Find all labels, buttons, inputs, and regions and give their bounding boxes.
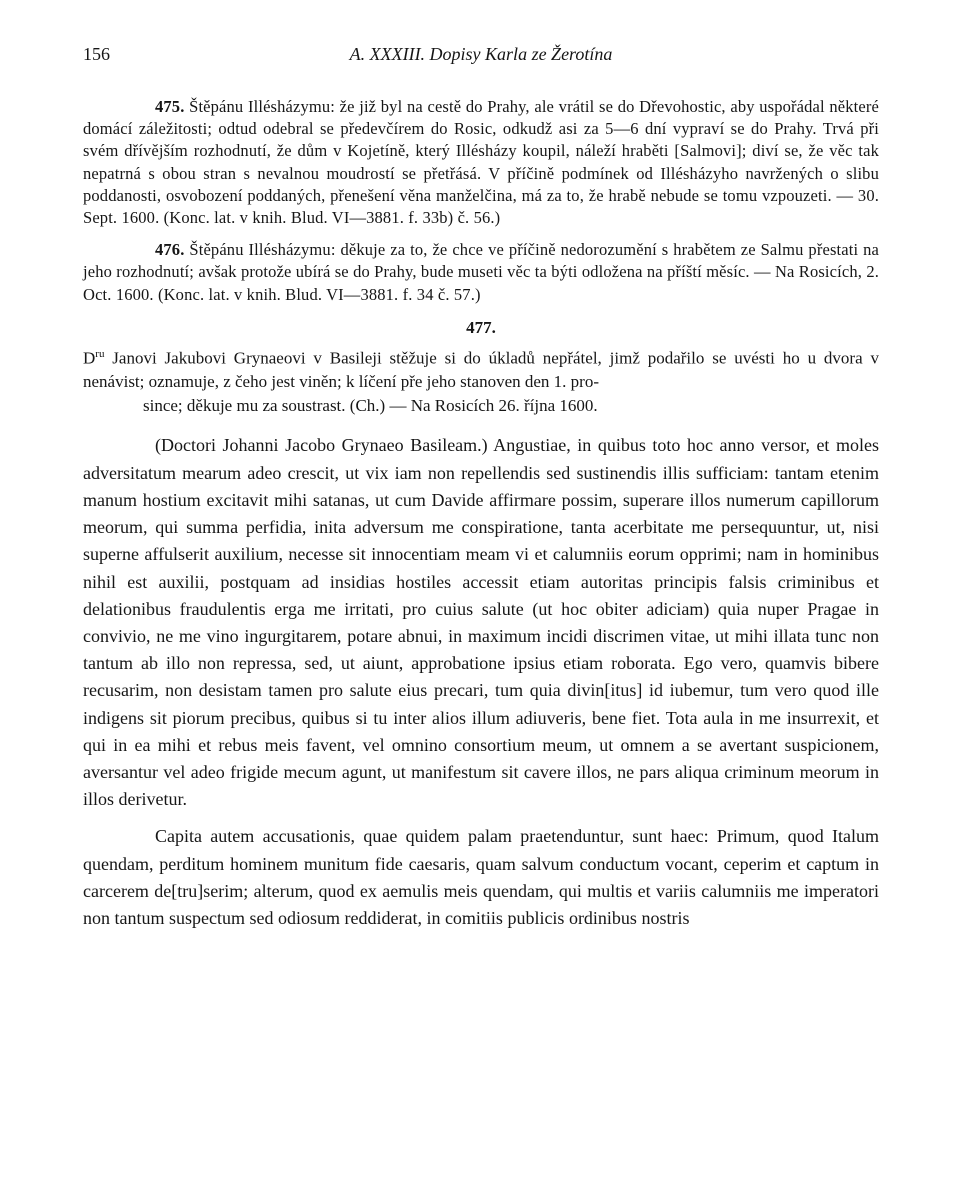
summary-line-1: Janovi Jakubovi Grynaeovi v Basileji stěžuje si do úkladů nepřátel, jimž podařilo se uvésti ho u dvora v nenávist; oznamuje, z čeho jest viněn; k líčení pře jeho stanoven den 1. pro- [83,348,879,392]
regest-number: 476. [155,240,185,260]
regest-number: 475. [155,97,185,116]
letter-number: 477. [466,317,496,337]
summary-superscript: ru [95,347,105,360]
regest-text: Štěpánu Illésházymu: děkuje za to, že chce ve příčině nedorozumění s hrabětem ze Salmu přestati na jeho rozhodnutí; avšak protože ubírá se do Prahy, bude museti věc ta býti odložena na příští měsíc. — Na Rosicích, 2. Oct. 1600. (Konc. lat. v knih. Blud. VI—3881. f. 34 č. 57.) [83,240,879,304]
latin-paragraph: Capita autem accusationis, quae quidem palam praetenduntur, sunt haec: Primum, quod Italum quendam, perditum hominem munitum fide caesaris, quam salvum conductum vocant, ceperim et captum in carcerem de[tru]serim; alterum, quod ex aemulis meis quendam, qui multis et variis calumniis me imperatori non tantum suspectum sed odiosum reddiderat, in comitiis publicis ordinibus nostris [83,826,879,928]
regest-475 [83,96,879,229]
summary-prefix: D [83,348,96,368]
regest-text: Štěpánu Illésházymu: že již byl na cestě do Prahy, ale vrátil se do Dřevohostic, aby uspořádal některé domácí záležitosti; odtud odebral se předevčírem do Rosic, odkudž asi za 5—6 dní vypraví se do Prahy. Trvá při svém dřívějším rozhodnutí, že dům v Kojetíně, který Illésházy koupil, náleží hraběti [Salmovi]; diví se, že věc tak nepatrná s obou stran s nevalnou moudrostí se přetřásá. V příčině podmínek od Illésházyho navržených o slibu poddanosti, osvobození poddaných, přenešení věna manželčina, má za to, že hrabě nebude se tomu vzpouzeti. — 30. Sept. 1600. (Konc. lat. v knih. Blud. VI—3881. f. 33b) č. 56.) [83,97,879,228]
latin-paragraph: (Doctori Johanni Jacobo Grynaeo Basileam.) Angustiae, in quibus toto hoc anno versor, et moles adversitatum mearum adeo crescit, ut vix iam non repellendis sed sustinendis illis sufficiam: tantam etenim manum hostium excitavit mihi satanas, ut cum Davide affirmare possim, superare illos numerum capillorum meorum, qui summa perfidia, inita adversum me conspiratione, tanta acerbitate me persequuntur, ut, nisi superne affulserit auxilium, necesse sit innocentiam meam vi et calumniis eorum opprimi; nam in hominibus nihil est auxilii, postquam ad insidias hostiles accessit etiam autoritas principis falsis criminibus et delationibus fraudulentis erga me irritati, pro cuius salute (ut hoc obiter adiciam) quia nuper Pragae in convivio, ne me vino ingurgitarem, potare abnui, in maximum incidi discrimen vitae, ut mihi illata tunc non tantum ab illo non repressa, sed, ut aiunt, approbatione ipsius etiam roborata. Ego vero, quamvis bibere recusarim, non desistam tamen pro salute eius precari, tum quia divin[itus] id iubemur, tum vero quod ille indigens sit piorum precibus, quibus si tu inter alios illum adiuveris, bene fiet. Tota aula in me insurrexit, et qui in ea mihi et rebus meis favent, vel omnino consortium meum, ut omnem a se avertant suspicionem, aversantur vel adeo frigide mecum agunt, ut manifestum sit cavere illos, ne pars aliqua criminum meorum in illos derivetur. [83,435,879,810]
running-head: A. XXXIII. Dopisy Karla ze Žerotína [349,44,613,64]
document-page [83,44,879,932]
page-header [83,44,879,74]
regest-476 [83,239,879,306]
letter-body [83,432,879,932]
page-number: 156 [83,44,110,64]
letter-summary [83,342,879,419]
summary-line-2: since; děkuje mu za soustrast. (Ch.) — Na Rosicích 26. října 1600. [143,396,598,416]
